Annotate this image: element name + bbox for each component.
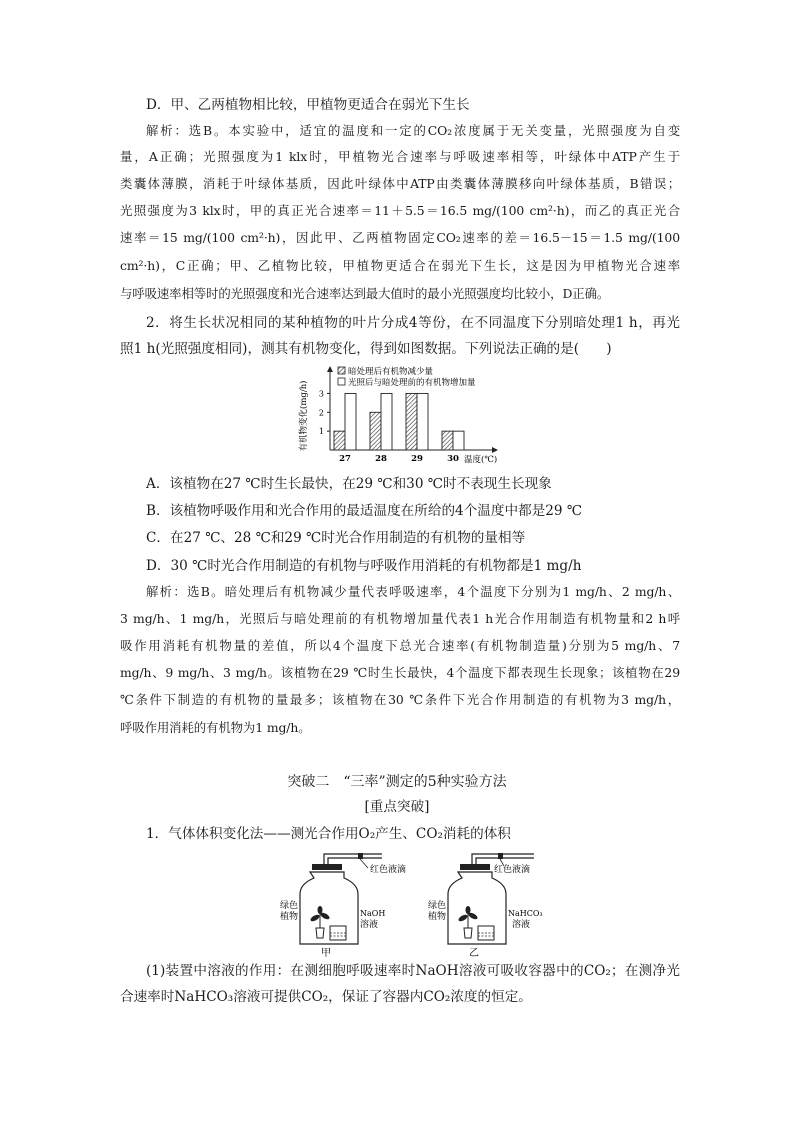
q2-analysis-line: 解析：选B。暗处理后有机物减少量代表呼吸速率，4个温度下分别为1 mg/h、2 mg/h、 xyxy=(146,584,680,599)
svg-text:植物: 植物 xyxy=(428,912,447,922)
q2-analysis-line: ℃条件下制造的有机物的量最多；该植物在30 ℃条件下光合作用制造的有机物为3 mg/h， xyxy=(120,692,680,707)
flower-pot xyxy=(316,928,324,938)
bar-dark-loss xyxy=(334,431,345,450)
bar-dark-loss xyxy=(406,393,417,450)
flower-pot xyxy=(464,928,472,938)
q2-analysis-line: mg/h、9 mg/h、3 mg/h。该植物在29 ℃时生长最快，4个温度下都表现生长现象；该植物在29 xyxy=(120,665,680,680)
bar-dark-loss xyxy=(442,431,453,450)
q2-option-b: B．该植物呼吸作用和光合作用的最适温度在所给的4个温度中都是29 ℃ xyxy=(146,503,583,519)
apparatus-yi xyxy=(428,853,543,959)
apparatus-jia xyxy=(280,853,406,959)
y-axis-label: 有机物变化(mg/h) xyxy=(299,380,309,452)
q2-analysis-line: 吸作用消耗有机物量的差值，所以4个温度下总光合速率(有机物制造量)分别为5 mg/h、7 xyxy=(120,638,680,653)
stopper xyxy=(460,864,490,870)
organic-matter-bar-chart xyxy=(292,364,508,474)
red-droplet xyxy=(498,853,503,859)
red-droplet xyxy=(358,853,363,859)
y-tick-label: 3 xyxy=(318,389,324,399)
q2-analysis-line: 呼吸作用消耗的有机物为1 mg/h。 xyxy=(120,720,311,735)
leaf xyxy=(457,913,468,922)
legend-label: 暗处理后有机物减少量 xyxy=(348,367,434,377)
q2-option-a: A．该植物在27 ℃时生长最快，在29 ℃和30 ℃时不表现生长现象 xyxy=(146,476,552,492)
solution-label: NaHCO₃ xyxy=(508,909,543,918)
svg-text:溶液: 溶液 xyxy=(512,920,531,930)
q2-stem-line: 2．将生长状况相同的某种植物的叶片分成4等份，在不同温度下分别暗处理1 h，再光 xyxy=(146,315,680,331)
q2-stem-line: 照1 h(光照强度相同)，测其有机物变化，得到如图数据。下列说法正确的是( ) xyxy=(120,341,612,357)
stopper xyxy=(312,864,342,870)
droplet-label: 红色液滴 xyxy=(370,865,407,875)
gas-volume-apparatus-figure xyxy=(272,850,552,960)
q1-analysis-line: 解析：选B。本实验中，适宜的温度和一定的CO₂浓度属于无关变量，光照强度为自变 xyxy=(146,123,680,138)
glass-tube xyxy=(324,854,382,864)
q1-analysis-line: 速率＝15 mg/(100 cm²·h)，因此甲、乙两植物固定CO₂速率的差＝16.5－15＝1.5 mg/(100 xyxy=(120,230,680,245)
bar-light-gain xyxy=(345,393,356,450)
x-tick-label: 29 xyxy=(411,454,423,464)
bar-light-gain xyxy=(417,393,428,450)
solution-label: NaOH xyxy=(360,909,386,918)
caption-jia: 甲 xyxy=(321,948,331,959)
x-tick-label: 27 xyxy=(339,454,351,464)
q2-option-d: D．30 ℃时光合作用制造的有机物与呼吸作用消耗的有机物都是1 mg/h xyxy=(146,558,582,574)
method-1-title: 1．气体体积变化法——测光合作用O₂产生、CO₂消耗的体积 xyxy=(146,826,511,842)
y-tick-label: 2 xyxy=(318,408,324,418)
bar-light-gain xyxy=(453,431,464,450)
method-1-note-line: 合速率时NaHCO₃溶液可提供CO₂，保证了容器内CO₂浓度的恒定。 xyxy=(120,989,532,1005)
legend-label: 光照后与暗处理前的有机物增加量 xyxy=(348,378,476,388)
plant-label: 绿色 xyxy=(280,901,299,911)
q1-analysis-line: 光照强度为3 klx时，甲的真正光合速率＝11＋5.5＝16.5 mg/(100 cm²·h)，而乙的真正光合 xyxy=(120,203,680,218)
q2-option-c: C．在27 ℃、28 ℃和29 ℃时光合作用制造的有机物的量相等 xyxy=(146,530,526,546)
q1-analysis-line: 量，A正确；光照强度为1 klx时，甲植物光合速率与呼吸速率相等，叶绿体中ATP产生于 xyxy=(120,149,680,164)
legend-swatch xyxy=(338,378,345,385)
legend-swatch xyxy=(338,367,345,374)
q1-analysis-line: 与呼吸速率相等时的光照强度和光合速率达到最大值时的最小光照强度均比较小，D正确。 xyxy=(120,286,610,301)
bar-light-gain xyxy=(381,393,392,450)
y-axis-arrow xyxy=(327,366,333,372)
y-tick-label: 1 xyxy=(318,427,324,437)
x-axis-arrow xyxy=(492,447,498,453)
q1-option-d: D．甲、乙两植物相比较，甲植物更适合在弱光下生长 xyxy=(146,97,470,113)
section-subtitle: [重点突破] xyxy=(364,799,430,815)
x-tick-label: 28 xyxy=(375,454,387,464)
bottle xyxy=(448,872,506,944)
plant-label: 绿色 xyxy=(428,901,447,911)
q1-analysis-line: 类囊体薄膜，消耗于叶绿体基质，因此叶绿体中ATP由类囊体薄膜移向叶绿体基质，B错误； xyxy=(120,176,680,191)
svg-text:植物: 植物 xyxy=(280,912,299,922)
q1-analysis-line: cm²·h)，C正确；甲、乙植物比较，甲植物更适合在弱光下生长，这是因为甲植物光合速率 xyxy=(120,258,680,273)
leaf xyxy=(309,913,320,922)
bottle xyxy=(300,872,358,944)
bar-dark-loss xyxy=(370,412,381,450)
method-1-note-line: (1)装置中溶液的作用：在测细胞呼吸速率时NaOH溶液可吸收容器中的CO₂；在测净光 xyxy=(146,963,680,979)
q2-analysis-line: 3 mg/h、1 mg/h，光照后与暗处理前的有机物增加量代表1 h光合作用制造有机物量和2 h呼 xyxy=(120,611,680,626)
x-tick-label: 30 xyxy=(447,454,459,464)
x-axis-label: 温度(℃) xyxy=(464,455,498,465)
svg-text:溶液: 溶液 xyxy=(360,920,379,930)
section-title: 突破二 “三率”测定的5种实验方法 xyxy=(287,774,507,790)
caption-yi: 乙 xyxy=(469,948,479,959)
droplet-label: 红色液滴 xyxy=(494,865,531,875)
